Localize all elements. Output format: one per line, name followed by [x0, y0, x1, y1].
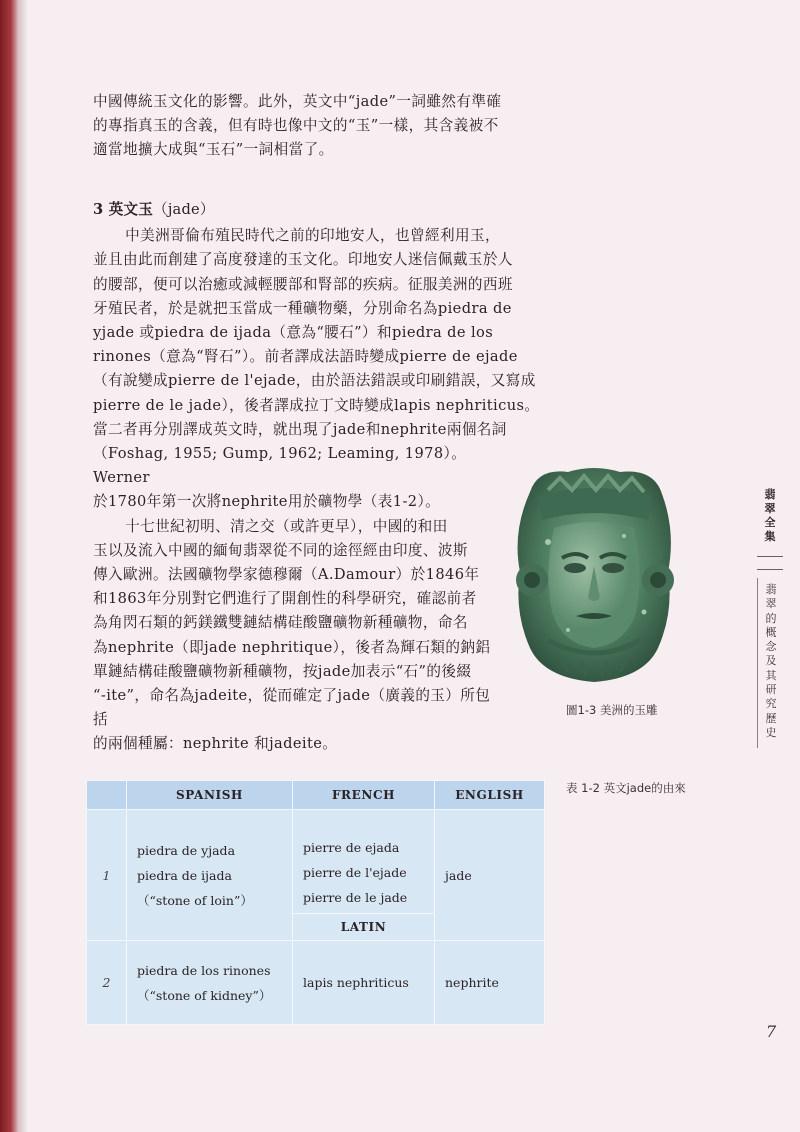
text-line: （Foshag, 1955; Gump, 1962; Leaming, 1978）。 Werner: [93, 445, 467, 487]
text-line: pierre de le jade），後者譯成拉丁文時變成lapis nephriticus。: [93, 396, 540, 414]
section-heading-main: 3 英文玉: [93, 201, 154, 218]
chapter-title-char: 概: [765, 625, 777, 639]
series-title-char: 翡: [764, 488, 776, 501]
chapter-title-char: 翠: [765, 597, 777, 611]
row-number: 1: [87, 810, 127, 941]
text-line: 並且由此而創建了高度發達的玉文化。印地安人迷信佩戴玉於人: [93, 251, 513, 269]
table: [86, 780, 545, 1025]
text-line: 的腰部，便可以治癒或減輕腰部和腎部的疾病。征服美洲的西班: [93, 275, 513, 293]
intro-paragraph: [93, 90, 551, 163]
header-latin: LATIN: [293, 914, 435, 941]
text-line: 傳入歐洲。法國礦物學家德穆爾（A.Damour）於1846年: [93, 566, 480, 584]
header-english: ENGLISH: [435, 781, 545, 810]
cell-line: pierre de l'ejade: [303, 865, 407, 880]
cell-line: （“stone of kidney”）: [137, 987, 272, 1003]
header-french: FRENCH: [293, 781, 435, 810]
header-spanish: SPANISH: [127, 781, 293, 810]
chapter-title-char: 研: [765, 683, 777, 697]
text-line: 牙殖民者，於是就把玉當成一種礦物藥，分別命名為piedra de: [93, 299, 512, 317]
table-caption: 表 1-2 英文jade的由來: [566, 781, 686, 795]
text-line: （有說變成pierre de l'ejade，由於語法錯誤或印刷錯誤，又寫成: [93, 372, 536, 390]
cell-english: jade: [435, 810, 545, 941]
table-row: [87, 941, 545, 1025]
section-heading-paren: （jade）: [153, 201, 215, 218]
text-line: 當二者再分別譯成英文時，就出現了jade和nephrite兩個名詞: [93, 420, 507, 438]
chapter-title-char: 的: [765, 611, 777, 625]
text-line: 單鏈結構硅酸鹽礦物新種礦物，按jade加表示“石”的後綴: [93, 662, 472, 680]
text-line: 適當地擴大成與“玉石”一詞相當了。: [93, 141, 334, 159]
text-line: 中美洲哥倫布殖民時代之前的印地安人，也曾經利用玉，: [125, 227, 500, 245]
chapter-title: [760, 583, 782, 740]
jade-mask-image: [508, 462, 680, 686]
text-line: 中國傳統玉文化的影響。此外，英文中“jade”一詞雖然有準確: [93, 93, 502, 110]
header-blank: [87, 781, 127, 810]
text-line: 為nephrite（即jade nephritique），後者為輝石類的鈉鋁: [93, 638, 491, 656]
cell-line: pierre de ejada: [303, 840, 400, 855]
series-title: [758, 488, 782, 544]
series-title-char: 翠: [764, 502, 776, 515]
figure-caption: 圖1-3 美洲的玉雕: [566, 703, 658, 717]
section-english-jade: [93, 198, 551, 757]
chapter-title-char: 及: [765, 654, 777, 668]
cell-line: piedra de yjada: [137, 842, 236, 858]
cell-french: [293, 810, 435, 914]
paragraph-2: [93, 515, 551, 757]
row-number: 2: [87, 941, 127, 1025]
chapter-title-char: 念: [765, 640, 777, 654]
cell-spanish: [127, 941, 293, 1025]
cell-latin: lapis nephriticus: [293, 941, 435, 1025]
cell-english: nephrite: [435, 941, 545, 1025]
chapter-title-char: 翡: [765, 583, 777, 596]
table-row: [87, 810, 545, 914]
text-line: 的兩個種屬：nephrite 和jadeite。: [93, 735, 338, 753]
chapter-title-char: 歷: [765, 711, 777, 725]
table-header-row: [87, 781, 545, 810]
book-spine: [0, 0, 18, 1132]
jade-etymology-table: [86, 780, 544, 1024]
cell-spanish: [127, 810, 293, 941]
cell-line: pierre de le jade: [303, 890, 408, 905]
sidebar-divider: [757, 578, 758, 748]
series-title-char: 全: [764, 516, 776, 529]
paragraph-1: [93, 224, 551, 514]
text-line: 於1780年第一次將nephrite用於礦物學（表1-2）。: [93, 493, 441, 511]
text-line: 為角閃石類的鈣鎂鐵雙鏈結構硅酸鹽礦物新種礦物，命名: [93, 614, 468, 632]
chapter-title-char: 其: [765, 668, 777, 682]
chapter-title-char: 究: [765, 697, 777, 711]
text-line: 十七世紀初明、清之交（或許更早），中國的和田: [125, 517, 448, 535]
text-line: 的專指真玉的含義，但有時也像中文的“玉”一樣，其含義被不: [93, 117, 499, 135]
sidebar-rule: [757, 556, 783, 557]
chapter-title-char: 史: [765, 725, 777, 739]
series-title-char: 集: [764, 530, 776, 543]
sidebar-rule: [757, 569, 783, 570]
section-heading: [93, 198, 551, 222]
page-number: 7: [766, 1022, 777, 1041]
text-line: yjade 或piedra de ijada（意為“腰石”）和piedra de los: [93, 324, 494, 342]
cell-line: piedra de los rinones: [137, 962, 271, 978]
text-line: 玉以及流入中國的緬甸翡翠從不同的途徑經由印度、波斯: [93, 541, 468, 559]
page-gutter-shadow: [18, 0, 28, 1132]
cell-line: piedra de ijada: [137, 867, 232, 883]
text-line: “-ite”，命名為jadeite，從而確定了jade（廣義的玉）所包括: [93, 687, 491, 729]
cell-line: （“stone of loin”）: [137, 892, 253, 908]
text-line: 和1863年分別對它們進行了開創性的科學研究，確認前者: [93, 590, 477, 608]
text-line: rinones（意為“腎石”）。前者譯成法語時變成pierre de ejade: [93, 348, 518, 366]
